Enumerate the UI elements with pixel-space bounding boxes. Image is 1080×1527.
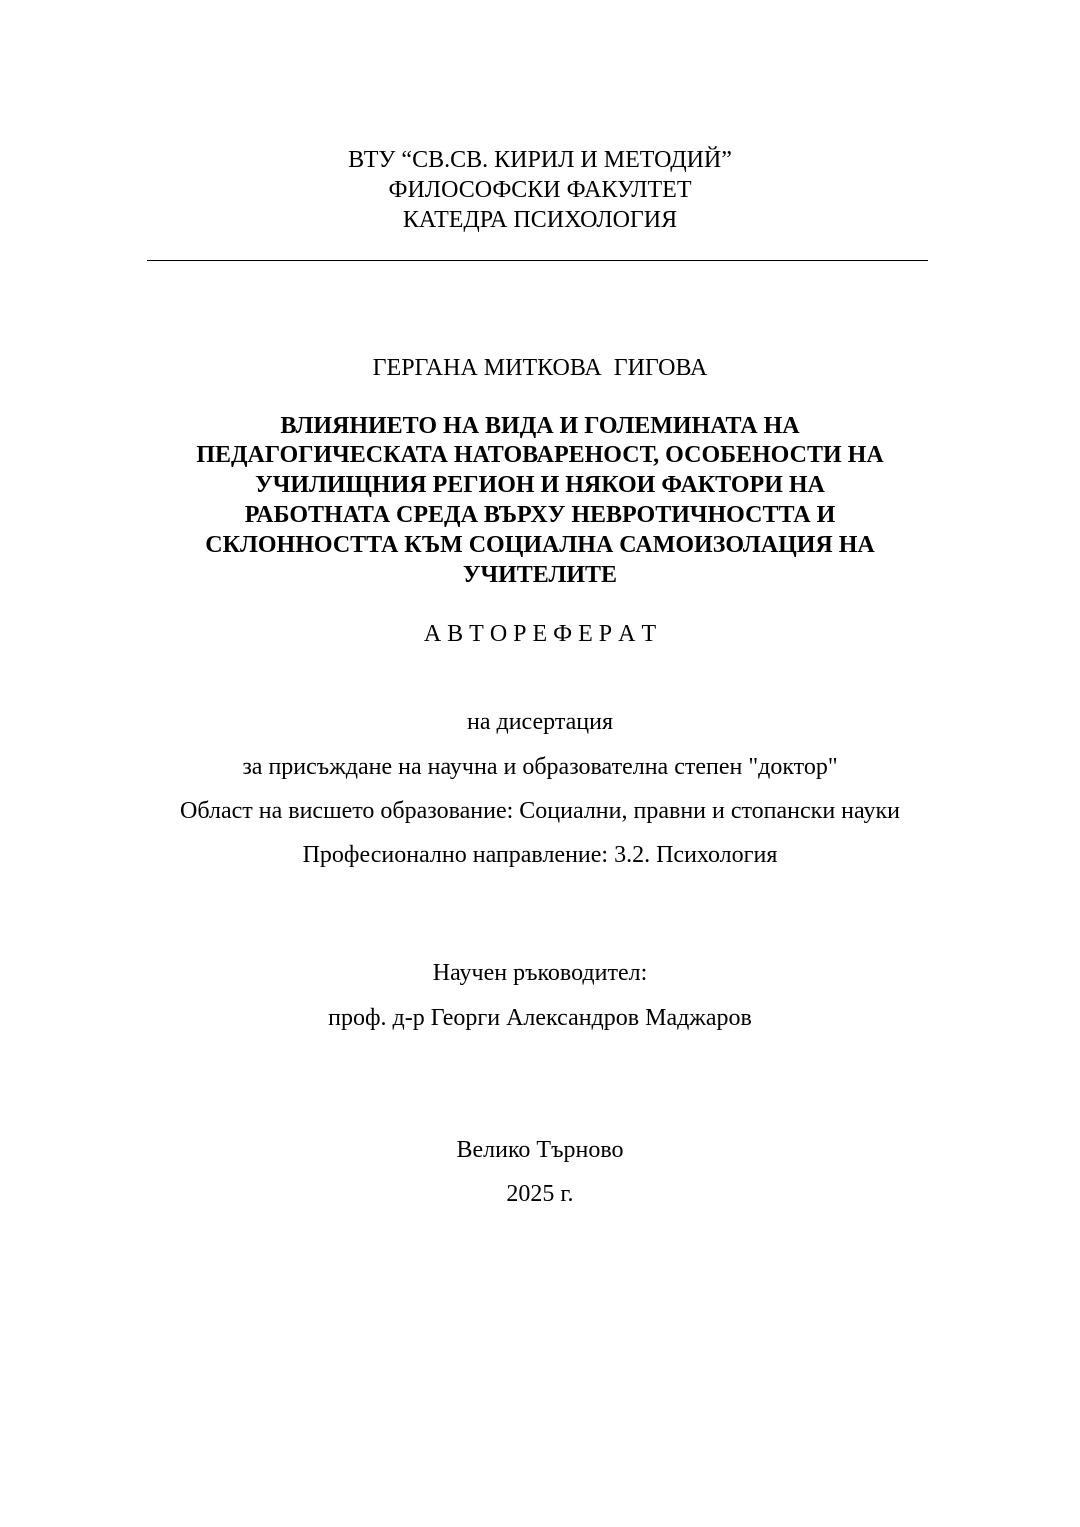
higher-education-area: Област на висшето образование: Социални, правни и стопански науки (180, 798, 900, 824)
author-name: ГЕРГАНА МИТКОВА ГИГОВА (372, 355, 708, 381)
thesis-title-line-3: УЧИЛИЩНИЯ РЕГИОН И НЯКОИ ФАКТОРИ НА (255, 472, 825, 498)
thesis-title-line-1: ВЛИЯНИЕТО НА ВИДА И ГОЛЕМИНАТА НА (280, 413, 800, 439)
thesis-title-line-2: ПЕДАГОГИЧЕСКАТА НАТОВАРЕНОСТ, ОСОБЕНОСТИ НА (196, 442, 884, 468)
professional-field: Професионално направление: 3.2. Психология (302, 842, 778, 868)
thesis-title-line-5: СКЛОННОСТТА КЪМ СОЦИАЛНА САМОИЗОЛАЦИЯ НА (205, 532, 875, 558)
year: 2025 г. (506, 1181, 574, 1207)
supervisor-name: проф. д-р Георги Александров Маджаров (328, 1005, 752, 1031)
supervisor-label: Научен ръководител: (432, 960, 648, 986)
thesis-title-line-6: УЧИТЕЛИТЕ (462, 562, 618, 588)
university-name: ВТУ “СВ.СВ. КИРИЛ И МЕТОДИЙ” (348, 147, 732, 173)
document-type: А В Т О Р Е Ф Е Р А Т (423, 621, 657, 647)
place: Велико Търново (456, 1137, 624, 1163)
faculty-name: ФИЛОСОФСКИ ФАКУЛТЕТ (388, 177, 692, 203)
department-name: КАТЕДРА ПСИХОЛОГИЯ (402, 207, 678, 233)
header-divider (147, 260, 928, 261)
thesis-title-line-4: РАБОТНАТА СРЕДА ВЪРХУ НЕВРОТИЧНОСТТА И (244, 502, 836, 528)
dissertation-line-2: за присъждане на научна и образователна степен "доктор" (242, 754, 838, 780)
dissertation-line-1: на дисертация (467, 709, 613, 735)
